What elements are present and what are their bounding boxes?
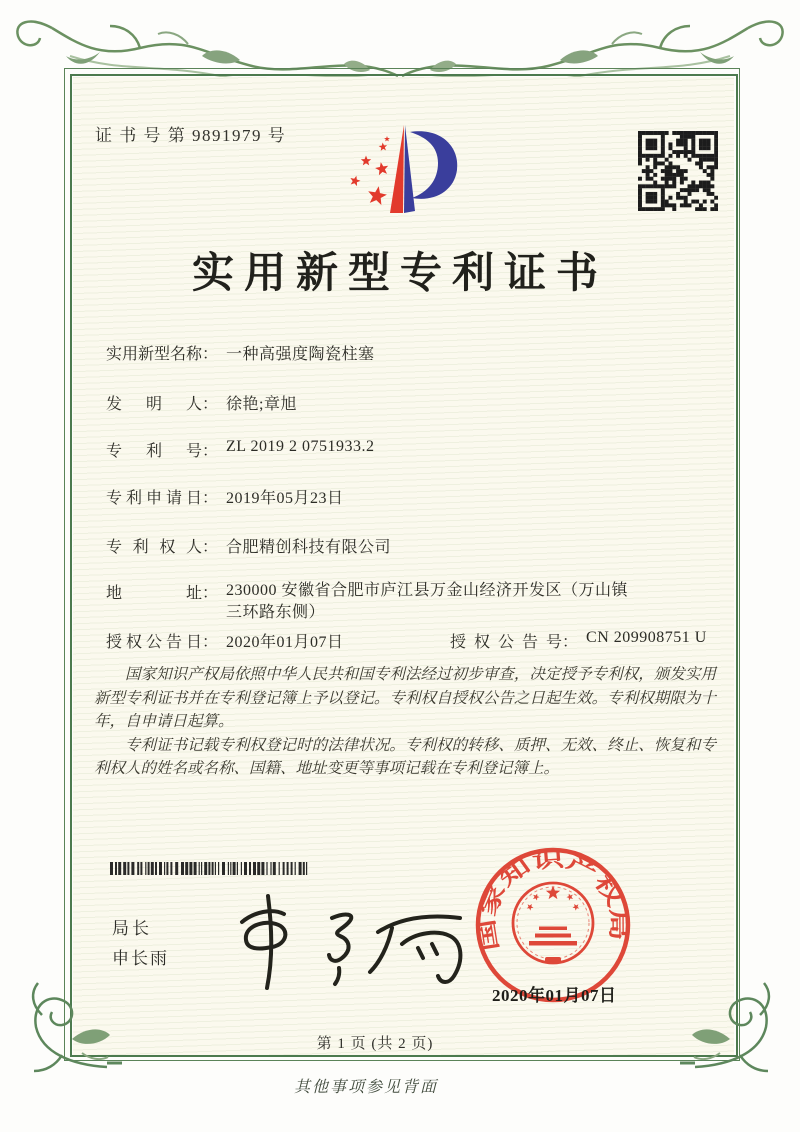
seal-date: 2020年01月07日 [492, 986, 617, 1005]
field-value: 一种高强度陶瓷柱塞 [226, 346, 375, 363]
field-patentee: 专利权人： 合肥精创科技有限公司 [106, 534, 391, 557]
barcode-icon [110, 862, 312, 875]
address-line-2: 三环路东侧） [226, 604, 326, 621]
address-line-1: 230000 安徽省合肥市庐江县万金山经济开发区（万山镇 [226, 582, 629, 599]
field-value: ZL 2019 2 0751933.2 [226, 438, 375, 455]
seal-national-emblem [513, 883, 593, 963]
field-label: 专利号 [106, 443, 202, 460]
field-utility-model-name: 实用新型名称： 一种高强度陶瓷柱塞 [106, 341, 375, 364]
field-label: 专利权人 [106, 539, 202, 556]
legal-paragraph-1: 国家知识产权局依照中华人民共和国专利法经过初步审查，决定授予专利权，颁发实用新型专利证书并在专利登记簿上予以登记。专利权自授权公告之日起生效。专利权期限为十年，自申请日起算。 [94, 666, 716, 730]
field-filing-date: 专利申请日： 2019年05月23日 [106, 485, 344, 508]
signer-title: 局长 [112, 919, 152, 938]
field-value: 2020年01月07日 [226, 634, 344, 651]
ornate-bottom-left-corner-decoration [12, 975, 122, 1075]
field-grant-date: 授权公告日： 2020年01月07日 [106, 629, 344, 646]
field-grant-row [106, 629, 746, 652]
legal-paragraph-2: 专利证书记载专利权登记时的法律状况。专利权的转移、质押、无效、终止、恢复和专利权人的姓名或名称、国籍、地址变更等事项记载在专利登记簿上。 [94, 736, 716, 777]
page-number: 第 1 页 (共 2 页) [316, 1036, 434, 1052]
ornate-bottom-right-corner-decoration [680, 975, 790, 1075]
see-back-note: 其他事项参见背面 [293, 1079, 438, 1096]
field-value: 2019年05月23日 [226, 490, 344, 507]
field-address: 地址： 230000 安徽省合肥市庐江县万金山经济开发区（万山镇 三环路东侧） [106, 580, 628, 624]
field-label: 发明人 [106, 396, 202, 413]
field-inventor: 发明人： 徐艳;章旭 [106, 391, 297, 414]
field-label: 授权公告日 [106, 634, 202, 651]
signer-name: 申长雨 [112, 949, 169, 968]
certificate-number: 证 书 号 第 9891979 号 [95, 126, 287, 145]
field-label: 专利申请日 [106, 490, 202, 507]
field-value: 合肥精创科技有限公司 [226, 539, 392, 556]
handwritten-signature-icon [232, 888, 472, 993]
field-value: 徐艳;章旭 [226, 396, 297, 413]
field-value: CN 209908751 U [586, 629, 707, 646]
qr-code-icon [638, 131, 718, 211]
field-label: 地址 [106, 585, 202, 602]
logo-stars [350, 136, 390, 205]
certificate-title: 实用新型专利证书 [191, 251, 608, 297]
field-label: 实用新型名称 [106, 346, 203, 363]
legal-body-text [94, 663, 716, 781]
seal-arc-text: 国家知识产权局 [475, 847, 631, 953]
field-grant-number: 授权公告号： CN 209908751 U [450, 629, 707, 651]
field-label: 授权公告号 [450, 634, 562, 651]
cnipa-logo-icon [338, 112, 466, 217]
field-patent-number: 专利号： ZL 2019 2 0751933.2 [106, 438, 375, 460]
